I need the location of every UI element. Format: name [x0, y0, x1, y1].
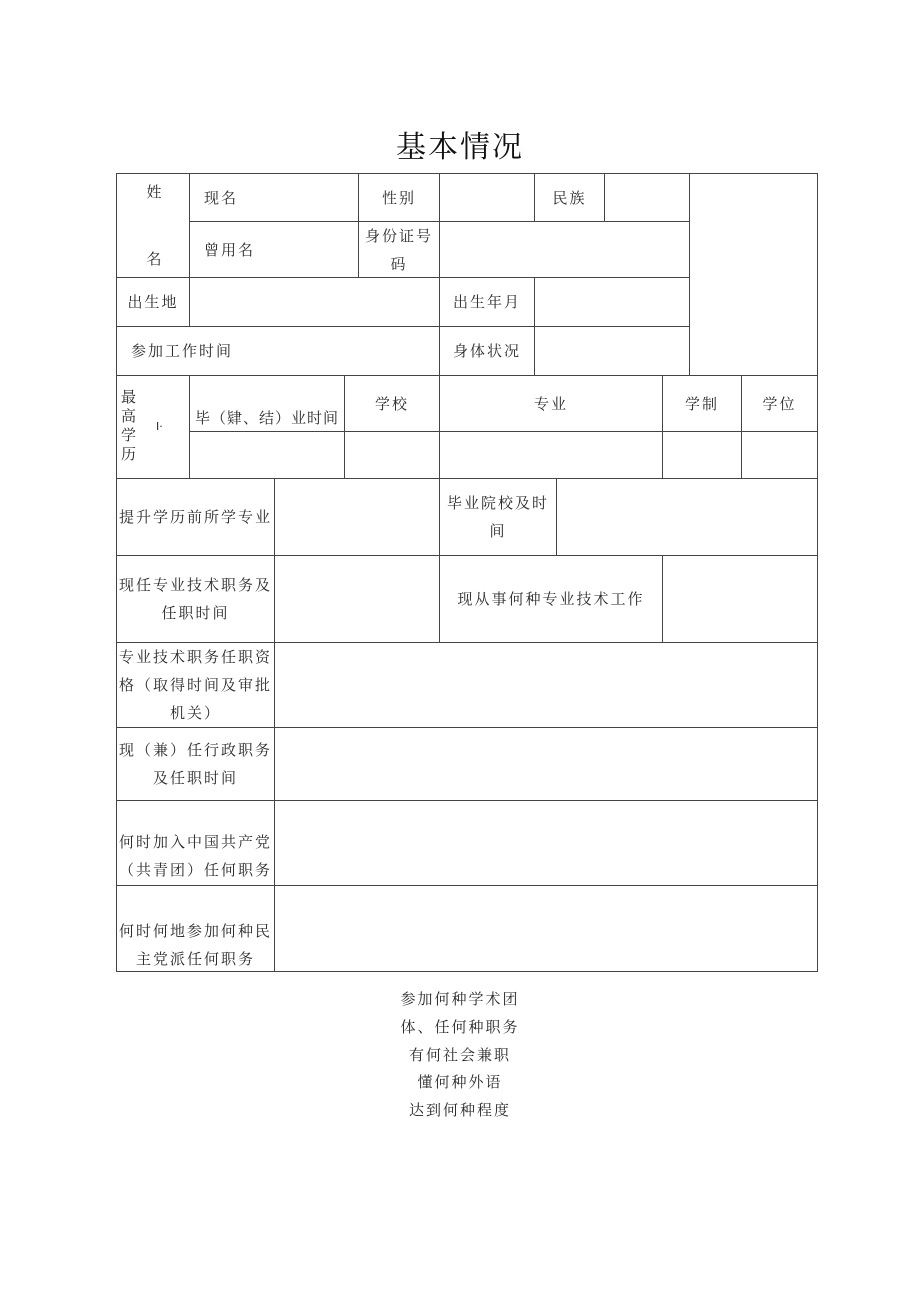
name-label-top: 姓	[146, 183, 164, 201]
gender-label: 性别	[381, 188, 416, 207]
former-name-label: 曾用名	[204, 240, 256, 259]
admin-post-field[interactable]	[275, 728, 817, 800]
health-label: 身体状况	[452, 342, 521, 360]
degree-field[interactable]	[742, 432, 817, 478]
qualification-field[interactable]	[275, 643, 817, 727]
education-label-char: 历	[121, 445, 137, 463]
tail-line: 参加何种学术团	[400, 990, 520, 1008]
current-title-label: 现任专业技术职务及任职时间	[118, 576, 272, 622]
duration-field[interactable]	[663, 432, 741, 478]
school-field[interactable]	[345, 432, 439, 478]
tail-line: 有何社会兼职	[408, 1046, 511, 1064]
tail-line: 达到何种程度	[408, 1101, 511, 1119]
party-label: 何时加入中国共产党（共青团）任何职务	[118, 833, 272, 879]
name-label-bottom: 名	[146, 250, 164, 268]
ethnicity-label: 民族	[552, 188, 587, 207]
education-mark: I·	[156, 420, 163, 433]
id-number-label: 身份证号码	[364, 227, 433, 273]
democratic-party-field[interactable]	[275, 886, 817, 971]
id-number-field[interactable]	[440, 222, 689, 277]
education-label-char: 最	[121, 388, 137, 406]
health-field[interactable]	[535, 327, 689, 375]
page-title: 基本情况	[396, 130, 524, 165]
degree-header: 学位	[762, 394, 797, 413]
work-start-label: 参加工作时间	[131, 342, 234, 360]
grad-school-time-field[interactable]	[557, 479, 817, 555]
school-header: 学校	[374, 394, 409, 413]
grad-time-header: 毕（肄、结）业时间	[194, 409, 339, 427]
current-name-label: 现名	[204, 188, 239, 207]
work-type-field[interactable]	[663, 556, 817, 642]
birth-date-label: 出生年月	[452, 293, 521, 311]
current-title-field[interactable]	[275, 556, 439, 642]
grad-time-field[interactable]	[190, 432, 344, 478]
grad-school-time-label: 毕业院校及时间	[446, 494, 549, 540]
education-label-char: 高	[121, 407, 137, 425]
tail-line: 懂何种外语	[417, 1073, 503, 1091]
birthplace-field[interactable]	[190, 278, 439, 326]
party-field[interactable]	[275, 801, 817, 885]
duration-header: 学制	[684, 394, 719, 413]
gender-field[interactable]	[440, 174, 534, 221]
education-label-char: 学	[121, 426, 137, 444]
prev-major-field[interactable]	[275, 479, 439, 555]
qualification-label: 专业技术职务任职资格（取得时间及审批机关）	[118, 648, 272, 722]
birth-date-field[interactable]	[535, 278, 689, 326]
major-header: 专业	[533, 394, 568, 413]
ethnicity-field[interactable]	[605, 174, 689, 221]
work-type-label: 现从事何种专业技术工作	[457, 590, 645, 608]
democratic-party-label: 何时何地参加何种民主党派任何职务	[118, 922, 272, 968]
admin-post-label: 现（兼）任行政职务及任职时间	[118, 741, 272, 787]
major-field[interactable]	[440, 432, 662, 478]
birthplace-label: 出生地	[127, 293, 179, 311]
photo-area[interactable]	[690, 174, 817, 375]
prev-major-label: 提升学历前所学专业	[118, 508, 272, 526]
tail-line: 体、任何种职务	[400, 1018, 520, 1036]
